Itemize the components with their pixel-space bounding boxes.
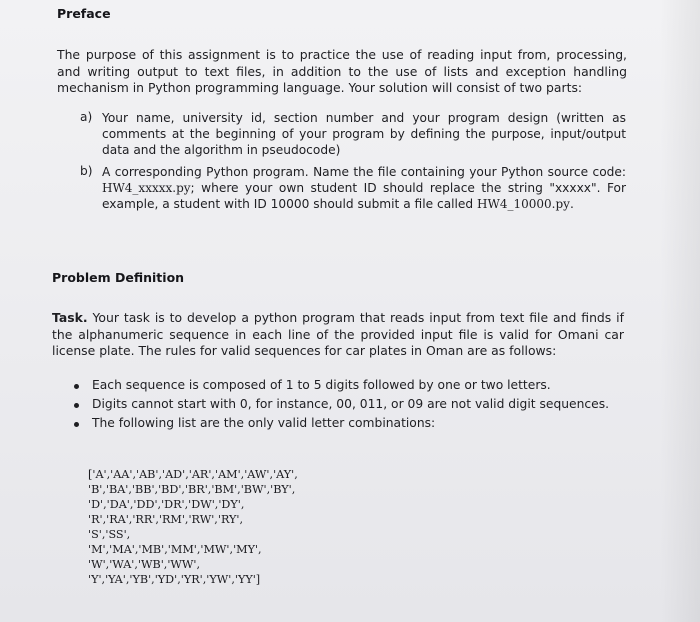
bullet-icon: [74, 403, 79, 408]
letter-list-line: 'Y','YA','YB','YD','YR','YW','YY']: [88, 573, 261, 586]
rule-item: Each sequence is composed of 1 to 5 digits followed by one or two letters.: [92, 378, 551, 392]
letter-list-line: 'M','MA','MB','MM','MW','MY',: [88, 543, 262, 556]
rule-item: Digits cannot start with 0, for instance, 00, 011, or 09 are not valid digit sequences.: [92, 397, 610, 411]
part-b-filename: HW4_xxxxx.py: [102, 181, 191, 195]
part-a-text: Your name, university id, section number and your program design (written as comments at the beginning of your program by defining the purpose, input/output data and the algorithm in pseudocode): [102, 111, 626, 157]
bullet-icon: [74, 422, 79, 427]
letter-list-line: 'D','DA','DD','DR','DW','DY',: [88, 498, 245, 511]
task-paragraph: [52, 310, 624, 360]
page-shadow: [660, 0, 700, 622]
letter-list-line: 'S','SS',: [88, 528, 131, 541]
letter-list-line: 'B','BA','BB','BD','BR','BM','BW','BY',: [88, 483, 296, 496]
task-label: Task.: [52, 310, 88, 325]
part-a-marker: a): [80, 110, 93, 124]
part-b-text: [102, 164, 626, 212]
part-b-pre: A corresponding Python program. Name the file containing your Python source code:: [102, 165, 626, 179]
preface-intro: The purpose of this assignment is to practice the use of reading input from, processing, and writing output to text files, in addition to the use of lists and exception handling mechanism in Python programming language. Your solution will consist of two parts:: [57, 47, 627, 95]
preface-heading: Preface: [57, 6, 111, 21]
part-b-marker: b): [80, 164, 93, 178]
letter-list-line: 'W','WA','WB','WW',: [88, 558, 201, 571]
rule-item: The following list are the only valid letter combinations:: [92, 416, 436, 430]
part-b-mid: ; where your own student ID should replace the string "xxxxx". For example, a student with ID 10000 should submit a file called: [102, 181, 626, 211]
part-b-example-filename: HW4_10000.py: [477, 197, 570, 211]
part-b-end: .: [569, 197, 574, 211]
problem-heading: Problem Definition: [52, 270, 185, 285]
bullet-icon: [74, 384, 79, 389]
task-text: Your task is to develop a python program that reads input from text file and finds if the alphanumeric sequence in each line of the provided input file is valid for Omani car license plate. The rules for valid sequences for car plates in Oman are as follows:: [52, 310, 624, 358]
letter-list-line: 'R','RA','RR','RM','RW','RY',: [88, 513, 244, 526]
letter-list-line: ['A','AA','AB','AD','AR','AM','AW','AY',: [88, 468, 298, 481]
